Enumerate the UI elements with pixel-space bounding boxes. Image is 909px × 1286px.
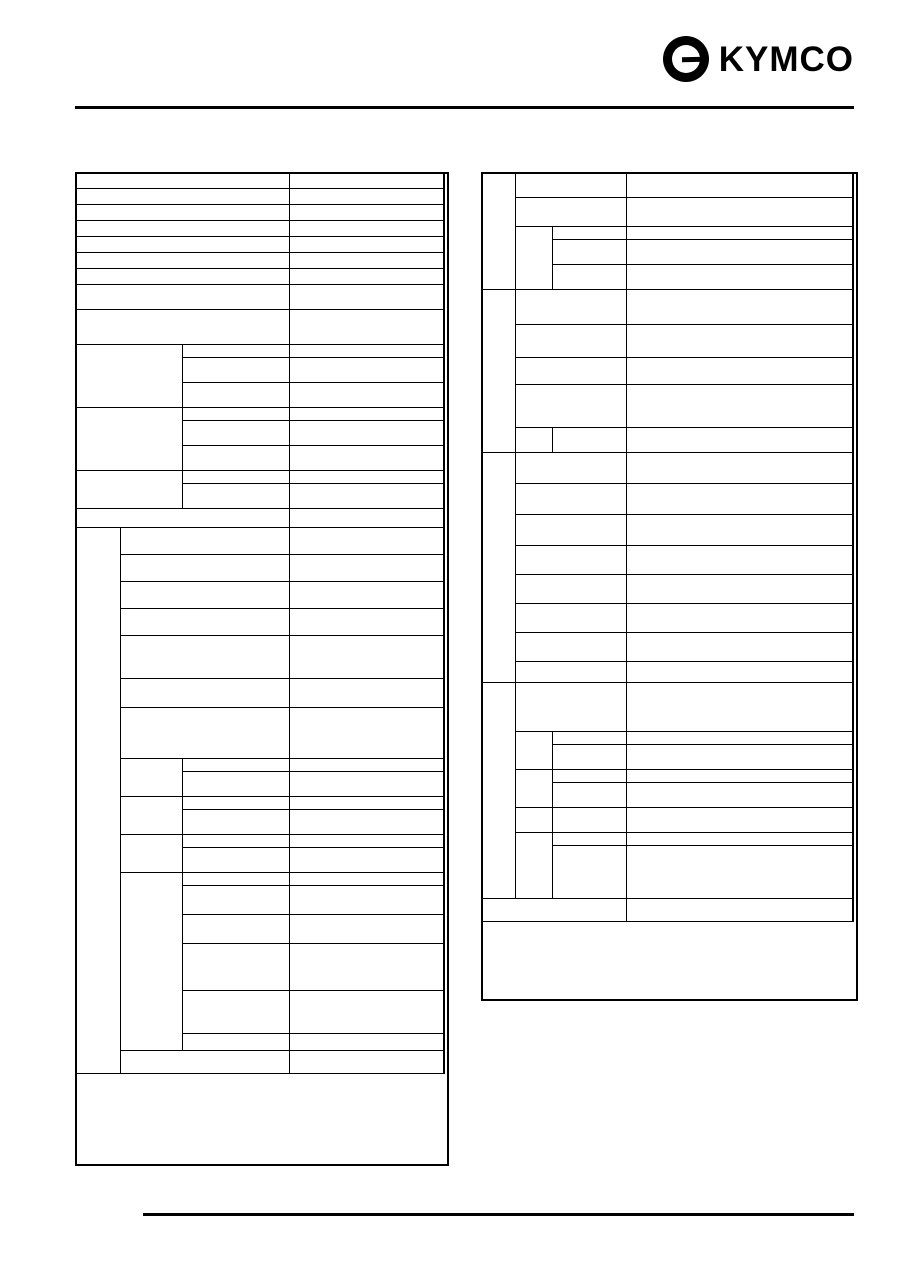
brand-name: KYMCO: [718, 39, 854, 79]
specification-table-left: [75, 172, 445, 1074]
table-row: [482, 173, 853, 198]
table-row: [76, 189, 444, 205]
table-row: [76, 237, 444, 253]
table-row: [76, 471, 444, 484]
table-row: [76, 835, 444, 848]
table-row: [76, 797, 444, 810]
table-row: [76, 253, 444, 269]
table-row: [482, 546, 853, 575]
table-row: [76, 1051, 444, 1074]
table-row: [76, 636, 444, 679]
table-row: [76, 408, 444, 421]
table-row: [482, 833, 853, 846]
table-row: [482, 575, 853, 604]
table-row: [76, 708, 444, 759]
table-row: [482, 899, 853, 922]
table-row: [76, 269, 444, 285]
table-row: [76, 555, 444, 582]
kymco-circle-logo-icon: [663, 36, 709, 82]
table-row: [482, 732, 853, 745]
table-row: [482, 227, 853, 240]
table-row: [76, 205, 444, 221]
table-row: [482, 385, 853, 428]
table-row: [76, 759, 444, 772]
table-row: [76, 873, 444, 886]
table-row: [76, 528, 444, 555]
table-row: [76, 173, 444, 189]
specification-table-right: [481, 172, 854, 922]
header-rule: [75, 106, 854, 109]
table-row: [76, 609, 444, 636]
kymco-brand-logo: [663, 36, 854, 82]
table-row: [482, 604, 853, 633]
table-row: [76, 221, 444, 237]
table-row: [482, 428, 853, 453]
table-row: [76, 582, 444, 609]
footer-rule: [143, 1213, 854, 1216]
table-row: [76, 310, 444, 345]
table-row: [76, 285, 444, 310]
table-row: [76, 345, 444, 358]
table-row: [482, 633, 853, 662]
table-row: [482, 453, 853, 484]
table-row: [482, 770, 853, 783]
table-row: [482, 325, 853, 358]
table-row: [482, 290, 853, 325]
table-row: [482, 358, 853, 385]
table-row: [482, 484, 853, 515]
table-row: [482, 198, 853, 227]
table-row: [482, 683, 853, 732]
table-row: [76, 509, 444, 528]
table-row: [76, 679, 444, 708]
table-row: [482, 662, 853, 683]
table-row: [482, 808, 853, 833]
table-row: [482, 515, 853, 546]
